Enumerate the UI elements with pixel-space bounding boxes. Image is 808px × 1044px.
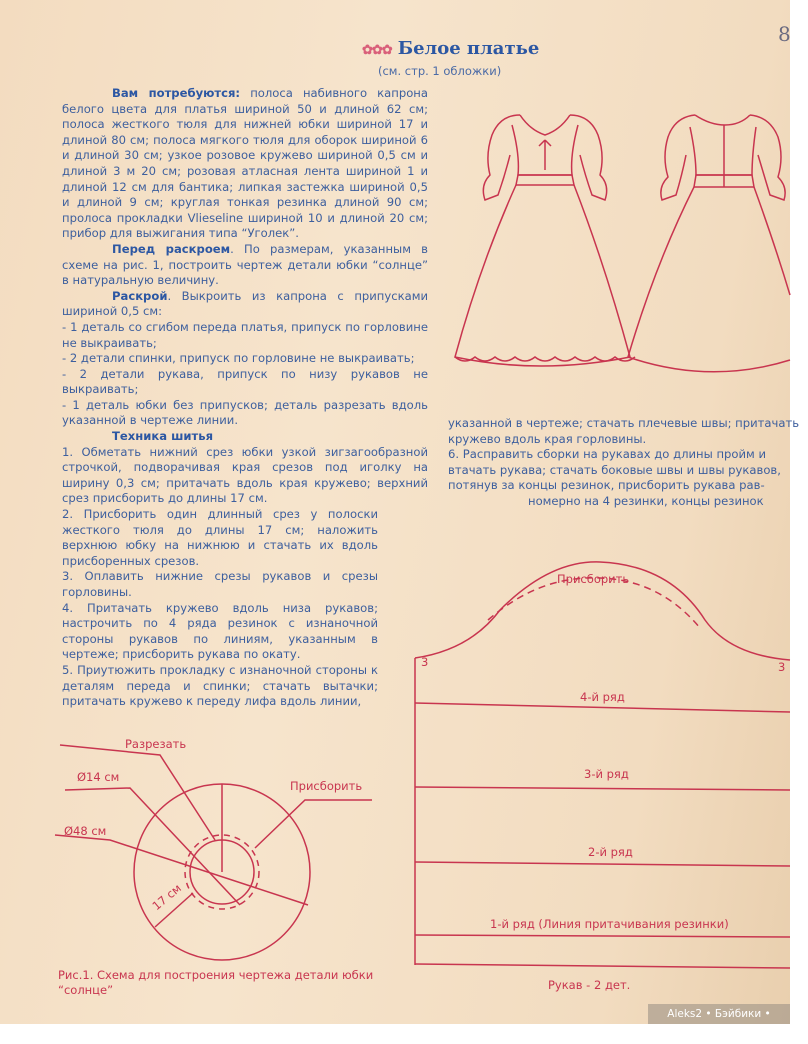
text-line: номерно на 4 резинки, концы резинок <box>528 493 764 508</box>
inner-diameter-line <box>65 788 240 905</box>
flower-ornament-icon: ✿✿✿ <box>362 43 392 58</box>
gather-leader <box>255 800 372 848</box>
technique-step: 1. Обметать нижний срез юбки узкой зигзагообразной строчкой, подворачивая края срезов под иголку на ширину 0,3 см; притачать вдоль края кружево; верхний срез присборить до длины 17 см. <box>62 444 428 506</box>
row-label: 2-й ряд <box>588 845 633 859</box>
technique-step: 5. Приутюжить прокладку с изнаночной стороны к деталям переда и спинки; стачать вытачки; притачать кружево к переду лифа вдоль линии, <box>62 662 378 709</box>
sleeve-pattern <box>400 540 790 980</box>
cutting-item: - 1 деталь юбки без припусков; деталь разрезать вдоль указанной в чертеже линии. <box>62 397 428 428</box>
text-line: кружево вдоль края горловины. <box>448 431 647 446</box>
sleeve-caption: Рукав - 2 дет. <box>548 978 631 992</box>
row-3-line <box>415 787 790 790</box>
figure-caption: Рис.1. Схема для построения чертежа детали юбки “солнце” <box>58 968 374 997</box>
row-label: 4-й ряд <box>580 690 625 704</box>
row-label: 1-й ряд (Линия притачивания резинки) <box>490 917 729 931</box>
dress-illustrations <box>440 95 790 395</box>
row-1-line <box>415 935 790 937</box>
before-cut-paragraph: Перед раскроем. По размерам, указанным в схеме на рис. 1, построить чертеж детали юбки “солнце” в натуральную величину. <box>62 241 428 288</box>
skirt-scheme-diagram <box>0 730 420 970</box>
outer-diameter-label: Ø48 см <box>64 824 107 838</box>
instructions-column <box>62 86 428 710</box>
text-line: потянув за концы резинок, присборить рукава рав- <box>448 478 765 493</box>
technique-step: 4. Притачать кружево вдоль низа рукавов; настрочить по 4 ряда резинок с изнаночной стороны рукавов по линиям, указанным в чертеже; присборить рукава по окату. <box>62 600 378 662</box>
article-title: ✿✿✿ Белое платье <box>362 38 540 59</box>
row-2-line <box>415 862 790 866</box>
inner-diameter-label: Ø14 см <box>77 770 120 784</box>
gather-label: Присборить <box>290 779 363 793</box>
outer-diameter-line <box>55 835 308 905</box>
row-4-line <box>415 703 790 712</box>
corner-mark: 3 <box>778 660 786 674</box>
page-number: 8 <box>778 22 791 46</box>
technique-step: 3. Оплавить нижние срезы рукавов и срезы горловины. <box>62 569 378 599</box>
cut-label: Разрезать <box>125 737 187 751</box>
cutting-item: - 2 детали рукава, припуск по низу рукавов не выкраивать; <box>62 366 428 397</box>
sleeve-bottom-line <box>415 964 790 968</box>
dress-front-drawing <box>455 115 635 366</box>
technique-step: 2. Присборить один длинный срез у полоски жесткого тюля до длины 17 см; наложить верхнюю юбку на нижнюю и стачать их вдоль присборенных срезов. <box>62 507 378 568</box>
sleeve-gather-label: Присборить <box>557 572 630 586</box>
cutting-item: - 1 деталь со сгибом переда платья, припуск по горловине не выкраивать; <box>62 319 428 350</box>
width-label: 17 см <box>149 880 184 914</box>
text-line: 6. Расправить сборки на рукавах до длины пройм и <box>448 447 766 462</box>
cutting-paragraph: Раскрой. Выкроить из капрона с припусками шириной 0,5 см: <box>62 288 428 319</box>
instructions-continuation <box>448 416 808 510</box>
article-subtitle: (см. стр. 1 обложки) <box>378 64 502 78</box>
cutting-item: - 2 детали спинки, припуск по горловине не выкраивать; <box>62 351 415 366</box>
text-line: указанной в чертеже; стачать плечевые швы; притачать <box>448 416 800 430</box>
text-line: втачать рукава; стачать боковые швы и швы рукавов, <box>448 462 781 477</box>
technique-heading: Техника шитья <box>112 429 214 444</box>
row-label: 3-й ряд <box>584 767 629 781</box>
corner-mark: 3 <box>421 655 429 669</box>
watermark: Aleks2 • Бэйбики • babiki.ru <box>648 1004 790 1024</box>
materials-paragraph: Вам потребуются: полоса набивного капрона белого цвета для платья шириной 50 и длиной 62 см; полоса жесткого тюля для нижней юбки шириной 17 и длиной 80 см; полоса мягкого тюля для оборок шириной 6 и длиной 30 см; узкое розовое кружево шириной 0,5 см и длиной 3 м 20 см; розовая атласная лента шириной 1 и длиной 12 см для бантика; липкая застежка шириной 0,5 и длиной 9 см; круглая тонкая резинка длиной 90 см; пролоса прокладки Vlieseline шириной 10 и длиной 20 см; прибор для выжигания типа “Уголек”. <box>62 86 428 241</box>
dress-back-drawing <box>628 115 790 372</box>
